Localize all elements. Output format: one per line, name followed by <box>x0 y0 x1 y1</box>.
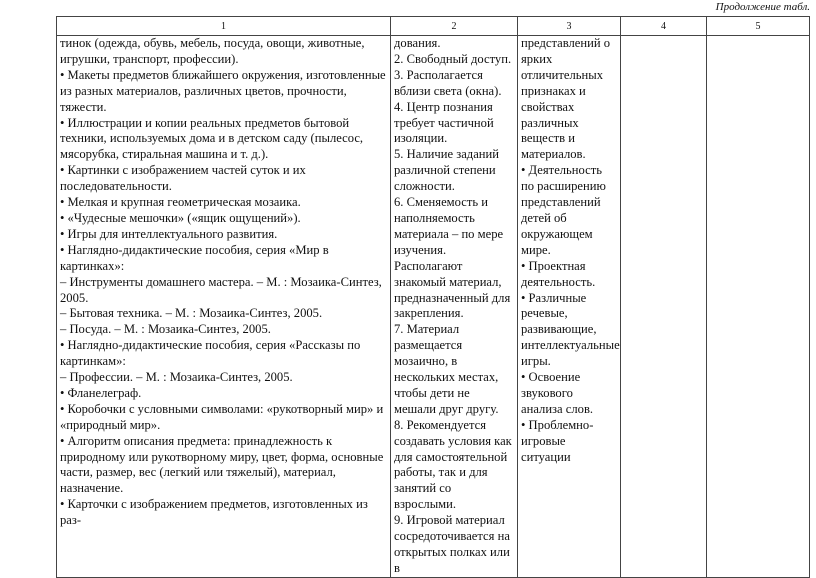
cell-paragraph: • «Чудесные мешочки» («ящик ощущений»). <box>60 210 301 225</box>
cell-paragraph: • Проектная деятельность. <box>521 258 596 289</box>
cell-paragraph: • Проблемно-игровые ситуации <box>521 417 594 464</box>
cell-paragraph: 8. Рекомендуется создавать условия как для самостоятельной работы, так и для занятий со взрослыми. <box>394 417 512 512</box>
cell-paragraph: – Профессии. – М. : Мозаика-Синтез, 2005. <box>60 370 293 385</box>
materials-cell <box>57 36 391 578</box>
header-cell-1: 1 <box>57 17 391 36</box>
content-table <box>56 16 810 578</box>
cell-paragraph: представлений о ярких отличительных признаках и свойствах различных веществ и материалов. <box>521 36 611 162</box>
cell-paragraph: – Бытовая техника. – М. : Мозаика-Синтез, 2005. <box>60 306 323 321</box>
requirements-cell <box>391 36 518 578</box>
cell-paragraph: – Посуда. – М. : Мозаика-Синтез, 2005. <box>60 322 271 337</box>
cell-paragraph: 4. Центр познания требует частичной изоляции. <box>394 99 494 146</box>
empty-cell-4 <box>621 36 707 578</box>
header-row <box>57 17 810 36</box>
cell-paragraph: • Иллюстрации и копии реальных предметов бытовой техники, используемых дома и в детском саду (пылесос, мясорубка, стиральная машина и т. д.). <box>60 115 364 162</box>
cell-paragraph: 6. Сменяемость и наполняемость материала – по мере изучения. Располагают знакомый материал, предназначенный для закрепления. <box>394 195 511 321</box>
cell-paragraph: тинок (одежда, обувь, мебель, посуда, овощи, животные, игрушки, транспорт, профессии). <box>60 36 365 66</box>
body-row <box>57 36 810 578</box>
activities-cell <box>518 36 621 578</box>
cell-paragraph: 7. Материал размещается мозаично, в нескольких местах, чтобы дети не мешали друг другу. <box>394 322 499 416</box>
continuation-label: Продолжение табл. <box>715 1 810 13</box>
cell-paragraph: • Наглядно-дидактические пособия, серия «Рассказы по картинкам»: <box>60 338 361 369</box>
cell-paragraph: • Алгоритм описания предмета: принадлежность к природному или рукотворному миру, цвет, форма, основные части, размер, вес (легкий или тяжелый), материал, назначение. <box>60 433 384 496</box>
cell-paragraph: – Инструменты домашнего мастера. – М. : Мозаика-Синтез, 2005. <box>60 274 382 305</box>
header-cell-3: 3 <box>518 17 621 36</box>
cell-paragraph: 3. Располагается вблизи света (окна). <box>394 67 502 98</box>
cell-paragraph: дования. <box>394 36 441 50</box>
empty-cell-5 <box>707 36 810 578</box>
cell-paragraph: • Картинки с изображением частей суток и их последовательности. <box>60 163 306 194</box>
header-cell-2: 2 <box>391 17 518 36</box>
cell-paragraph: • Деятельность по расширению представлений детей об окружающем мире. <box>521 163 606 257</box>
cell-paragraph: • Мелкая и крупная геометрическая мозаика. <box>60 195 301 210</box>
header-cell-4: 4 <box>621 17 707 36</box>
cell-paragraph: 5. Наличие заданий различной степени сложности. <box>394 147 500 194</box>
cell-paragraph: • Фланелеграф. <box>60 385 142 400</box>
header-cell-5: 5 <box>707 17 810 36</box>
cell-paragraph: • Наглядно-дидактические пособия, серия «Мир в картинках»: <box>60 242 329 273</box>
cell-paragraph: 2. Свободный доступ. <box>394 51 512 66</box>
cell-paragraph: • Коробочки с условными символами: «рукотворный мир» и «природный мир». <box>60 401 384 432</box>
cell-paragraph: • Освоение звукового анализа слов. <box>521 370 594 416</box>
cell-paragraph: • Игры для интеллектуального развития. <box>60 226 278 241</box>
cell-paragraph: • Различные речевые, развивающие, интеллектуальные игры. <box>521 290 620 369</box>
cell-paragraph: • Карточки с изображением предметов, изготовленных из раз- <box>60 497 368 528</box>
cell-paragraph: 9. Игровой материал сосредоточивается на открытых полках или в <box>394 513 510 575</box>
cell-paragraph: • Макеты предметов ближайшего окружения, изготовленные из разных материалов, различных цветов, прочности, тяжести. <box>60 67 386 114</box>
